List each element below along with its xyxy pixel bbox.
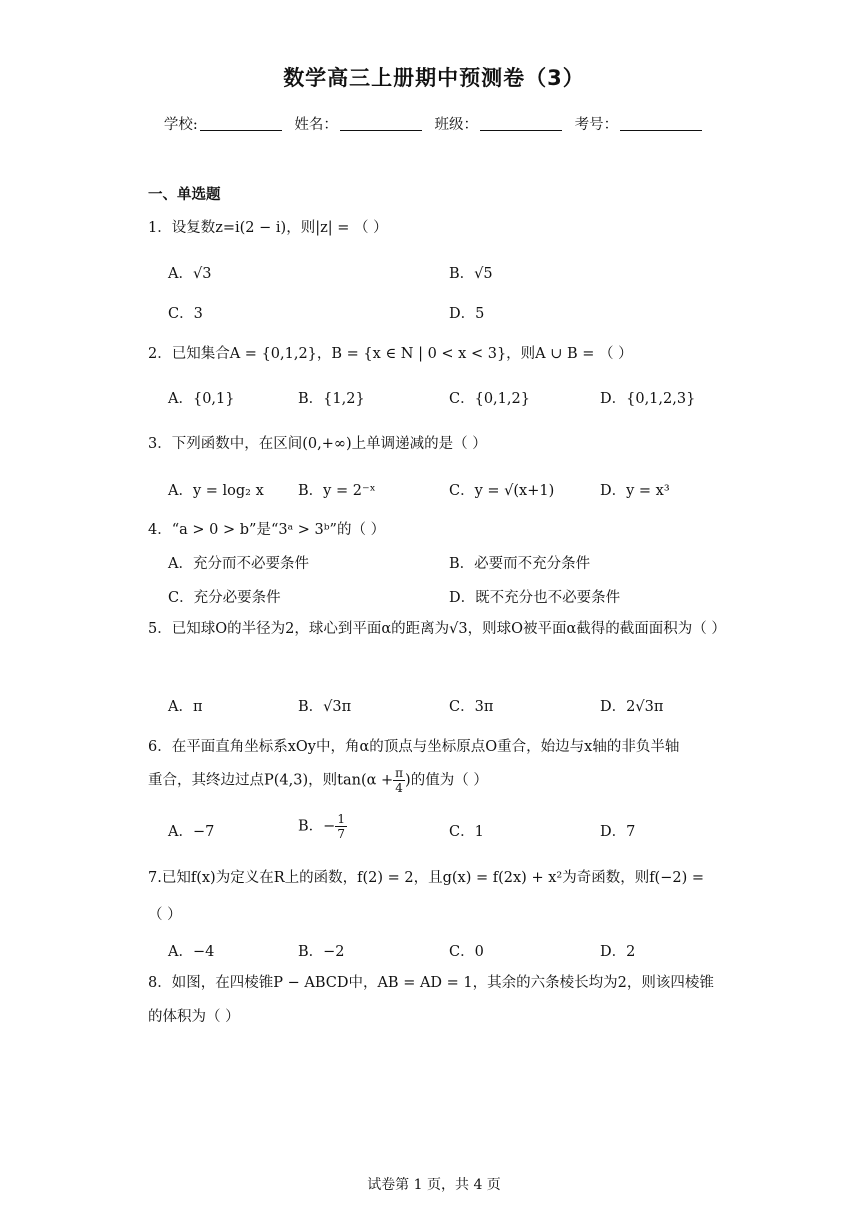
question-8-stem: 8．如图，在四棱锥P − ABCD中，AB = AD = 1，其余的六条棱长均为2，则该四棱锥的体积为（ ） xyxy=(148,975,714,1025)
question-7-option-d[interactable]: D．2 xyxy=(600,944,636,960)
question-1-stem: 1．设复数z=i(2 − i)，则|z| = （ ） xyxy=(148,220,388,236)
question-7-option-c[interactable]: C．0 xyxy=(449,944,484,960)
question-2-option-b[interactable]: B．{1,2} xyxy=(298,391,365,407)
question-2-option-a[interactable]: A．{0,1} xyxy=(168,391,235,407)
question-5-option-a[interactable]: A．π xyxy=(168,699,203,715)
question-4-option-a[interactable]: A．充分而不必要条件 xyxy=(168,556,309,572)
question-3-stem: 3．下列函数中，在区间(0,+∞)上单调递减的是（ ） xyxy=(148,436,487,452)
question-6-option-a[interactable]: A．−7 xyxy=(168,824,215,840)
pi-over-4-fraction: $\frac{\pi}{4}$ xyxy=(395,766,404,795)
school-field[interactable]: 学校: xyxy=(164,113,284,134)
exam-number-field[interactable]: 考号： xyxy=(575,113,705,134)
question-4-stem: 4．“a > 0 > b”是“3ᵃ > 3ᵇ”的（ ） xyxy=(148,522,386,538)
question-2-option-c[interactable]: C．{0,1,2} xyxy=(449,391,530,407)
class-field[interactable]: 班级： xyxy=(435,113,565,134)
question-6-option-c[interactable]: C．1 xyxy=(449,824,484,840)
question-5-option-b[interactable]: B．√3π xyxy=(298,699,352,715)
question-1-option-d[interactable]: D．5 xyxy=(449,306,485,322)
question-3-option-c[interactable]: C．y = √(x+1) xyxy=(449,483,555,499)
question-1-option-b[interactable]: B．√5 xyxy=(449,266,493,282)
question-3-option-b[interactable]: B．y = 2⁻ˣ xyxy=(298,483,376,499)
question-7-option-b[interactable]: B．−2 xyxy=(298,944,345,960)
page-footer: 试卷第 1 页，共 4 页 xyxy=(367,1177,501,1193)
question-1-option-a[interactable]: A．√3 xyxy=(168,266,212,282)
question-4-option-d[interactable]: D．既不充分也不必要条件 xyxy=(449,590,621,606)
question-6-stem-line1: 6．在平面直角坐标系xOy中，角α的顶点与坐标原点O重合，始边与x轴的非负半轴 xyxy=(148,739,680,755)
page-title: 数学高三上册期中预测卷（3） xyxy=(283,66,585,90)
question-7-stem-line2: （ ） xyxy=(148,907,182,923)
question-2-stem: 2．已知集合A = {0,1,2}，B = {x ∈ N | 0 < x < 3}，则A ∪ B = （ ） xyxy=(148,346,633,362)
question-3-option-d[interactable]: D．y = x³ xyxy=(600,483,670,499)
question-6-option-b[interactable]: B．− $\frac{1}{7}$ xyxy=(298,812,345,841)
question-4-option-b[interactable]: B．必要而不充分条件 xyxy=(449,556,591,572)
question-2-option-d[interactable]: D．{0,1,2,3} xyxy=(600,391,696,407)
question-5-stem: 5．已知球O的半径为2，球心到平面α的距离为√3，则球O被平面α截得的截面面积为（ ） xyxy=(148,621,726,637)
question-1-option-c[interactable]: C．3 xyxy=(168,306,203,322)
question-6-option-d[interactable]: D．7 xyxy=(600,824,636,840)
question-5-option-d[interactable]: D．2√3π xyxy=(600,699,664,715)
question-7-stem: 7.已知f(x)为定义在R上的函数，f(2) = 2，且g(x) = f(2x) + x²为奇函数，则f(−2) = xyxy=(148,870,705,886)
question-3-option-a[interactable]: A．y = log₂ x xyxy=(168,483,264,499)
name-field[interactable]: 姓名： xyxy=(294,113,424,134)
student-info-line xyxy=(0,113,868,134)
question-7-option-a[interactable]: A．−4 xyxy=(168,944,215,960)
question-5-option-c[interactable]: C．3π xyxy=(449,699,494,715)
section-heading: 一、单选题 xyxy=(148,187,221,203)
question-6-stem-line2: 重合，其终边过点P(4,3)，则tan(α + $\frac{\pi}{4}$ )的值为（ ） xyxy=(148,766,488,795)
question-4-option-c[interactable]: C．充分必要条件 xyxy=(168,590,281,606)
